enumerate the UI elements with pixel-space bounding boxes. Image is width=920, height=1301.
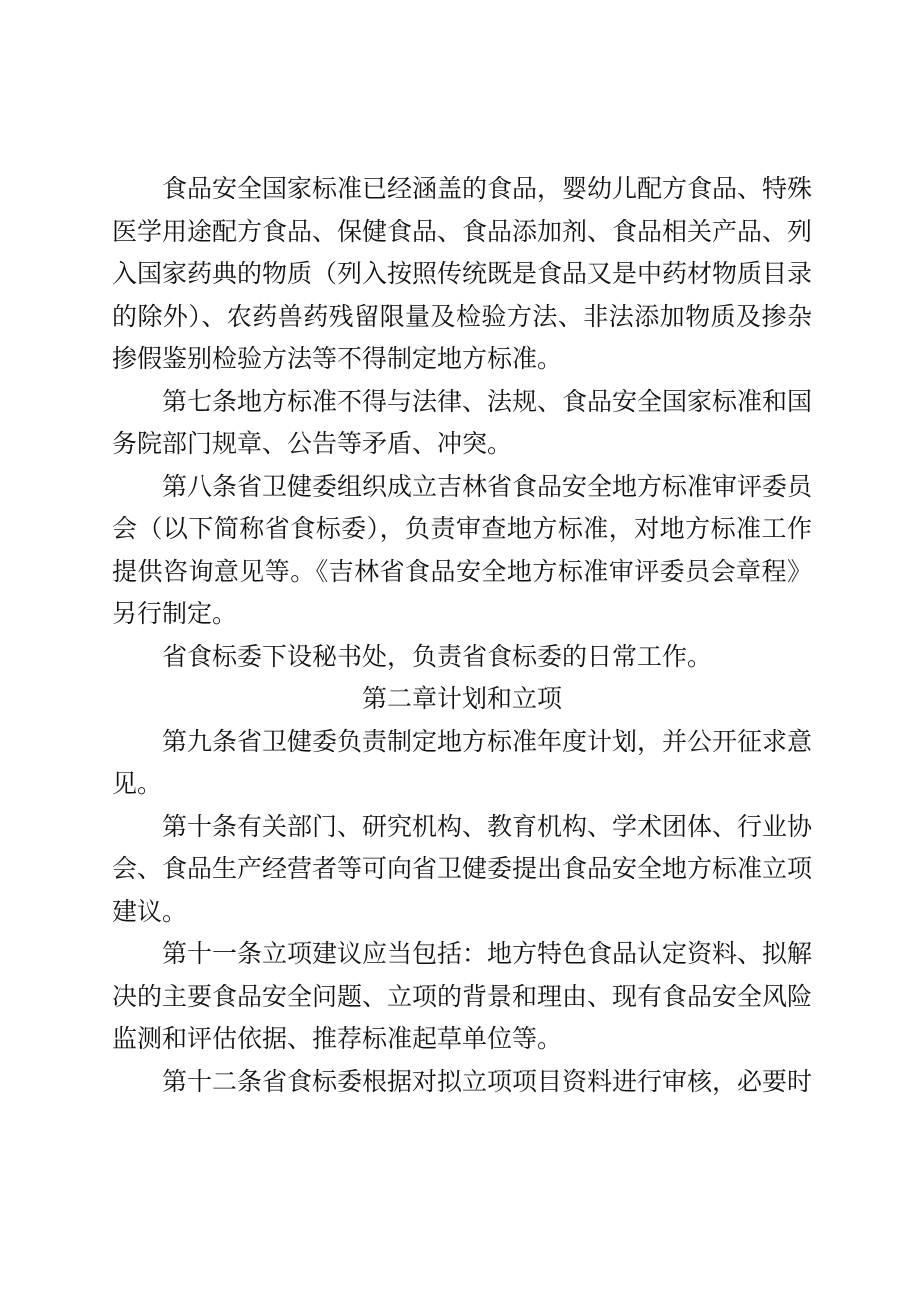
paragraph-article-9: 第九条省卫健委负责制定地方标准年度计划，并公开征求意见。	[112, 726, 813, 798]
paragraph-article-10: 第十条有关部门、研究机构、教育机构、学术团体、行业协会、食品生产经营者等可向省卫健委提出食品安全地方标准立项建议。	[112, 811, 813, 926]
paragraph-article-11: 第十一条立项建议应当包括：地方特色食品认定资料、拟解决的主要食品安全问题、立项的背景和理由、现有食品安全风险监测和评估依据、推荐标准起草单位等。	[112, 939, 813, 1053]
paragraph-article-12: 第十二条省食标委根据对拟立项项目资料进行审核，必要时	[162, 1066, 813, 1096]
document-body	[112, 168, 812, 1103]
paragraph-article-7: 第七条地方标准不得与法律、法规、食品安全国家标准和国务院部门规章、公告等矛盾、冲突。	[112, 386, 813, 458]
paragraph-excluded-foods: 食品安全国家标准已经涵盖的食品，婴幼儿配方食品、特殊医学用途配方食品、保健食品、食品添加剂、食品相关产品、列入国家药典的物质（列入按照传统既是食品又是中药材物质目录的除外）、农药兽药残留限量及检验方法、非法添加物质及掺杂掺假鉴别检验方法等不得制定地方标准。	[112, 174, 813, 373]
paragraph-secretariat: 省食标委下设秘书处，负责省食标委的日常工作。	[162, 641, 713, 671]
chapter-heading: 第二章计划和立项	[361, 684, 562, 713]
paragraph-article-8: 第八条省卫健委组织成立吉林省食品安全地方标准审评委员会（以下简称省食标委），负责审查地方标准，对地方标准工作提供咨询意见等。《吉林省食品安全地方标准审评委员会章程》另行制定。	[112, 471, 813, 628]
